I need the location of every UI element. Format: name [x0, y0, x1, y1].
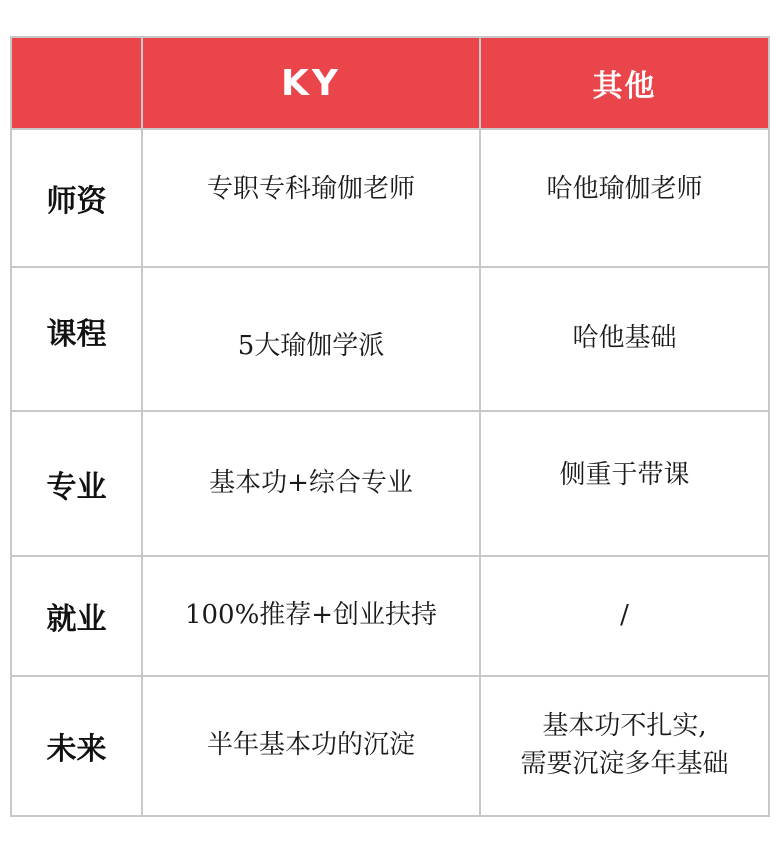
table-row [11, 129, 769, 267]
header-row [11, 37, 769, 129]
ky-employment-cell [142, 556, 480, 676]
row-label-major: 专业 [11, 411, 142, 556]
header-ky: KY [142, 37, 480, 129]
ky-courses-cell [142, 267, 480, 411]
comparison-table [10, 36, 770, 817]
header-other: 其他 [480, 37, 769, 129]
table-row [11, 411, 769, 556]
table-row [11, 556, 769, 676]
ky-courses-text: 5大瑜伽学派 [237, 331, 385, 362]
other-future-line-1: 基本功不扎实, [542, 711, 707, 742]
ky-teachers-cell [142, 129, 480, 267]
ky-future-text: 半年基本功的沉淀 [206, 730, 415, 761]
ky-future-cell [142, 676, 480, 816]
other-future-cell [480, 676, 769, 816]
ky-major-text: 基本功+综合专业 [209, 467, 413, 498]
row-label-courses-text: 课程 [46, 317, 107, 352]
ky-major-cell [142, 411, 480, 556]
row-label-future: 未来 [11, 676, 142, 816]
row-label-teachers: 师资 [11, 129, 142, 267]
table-row [11, 676, 769, 816]
other-courses-text: 哈他基础 [572, 323, 677, 354]
other-future-line-2: 需要沉淀多年基础 [520, 749, 729, 779]
table-row [11, 267, 769, 411]
row-label-employment: 就业 [11, 556, 142, 676]
ky-teachers-text: 专职专科瑜伽老师 [206, 174, 415, 205]
other-courses-cell [480, 267, 769, 411]
row-label-courses [11, 267, 142, 411]
header-corner-cell [11, 37, 142, 129]
other-employment-cell [480, 556, 769, 676]
other-teachers-cell [480, 129, 769, 267]
other-major-text: 侧重于带课 [559, 459, 690, 490]
other-employment-text: / [620, 600, 629, 631]
other-major-cell [480, 411, 769, 556]
ky-employment-text: 100%推荐+创业扶持 [184, 600, 438, 631]
other-teachers-text: 哈他瑜伽老师 [546, 174, 703, 205]
